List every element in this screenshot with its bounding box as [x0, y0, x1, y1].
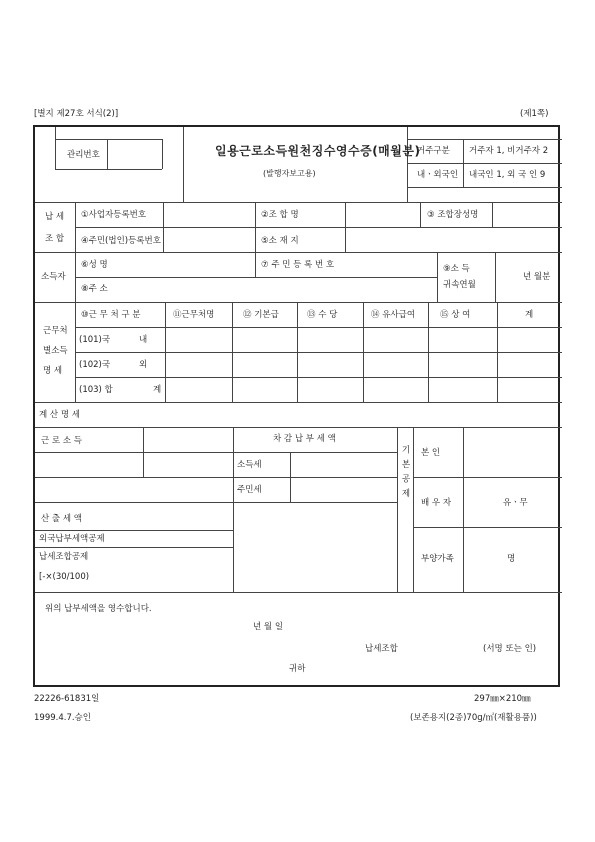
approval-date: 1999.4.7.승인: [34, 713, 91, 723]
grid-line: [55, 127, 56, 169]
business-number-label: ①사업자등록번호: [81, 210, 147, 220]
union-name-label: ②조 합 명: [261, 210, 299, 220]
grid-line: [35, 452, 397, 453]
column-header: ⑮ 상 여: [440, 310, 471, 320]
grid-line: [35, 530, 233, 531]
earned-income-label: 근 로 소 득: [41, 436, 82, 446]
work-group-label: 별소득: [43, 346, 68, 356]
location-label: ⑤소 재 지: [261, 236, 299, 246]
grid-line: [495, 252, 496, 302]
grid-line: [492, 202, 493, 227]
grid-line: [233, 502, 397, 503]
grid-line: [75, 227, 562, 228]
paper-size: 297㎜×210㎜: [474, 694, 531, 704]
form-number: [별지 제27호 서식(2)]: [34, 109, 119, 119]
grid-line: [407, 187, 562, 188]
row-label: 내: [139, 335, 148, 345]
union-credit-formula: [-×(30/100): [39, 572, 90, 582]
taxpayer-group-label: 조 합: [45, 234, 65, 244]
row-label: 외: [139, 360, 148, 370]
grid-line: [407, 163, 562, 164]
column-header: 계: [525, 310, 534, 320]
taxpayer-group-label: 납 세: [45, 212, 65, 222]
grid-line: [35, 502, 233, 503]
grid-line: [297, 302, 298, 402]
receipt-statement: 위의 납부세액을 영수합니다.: [45, 604, 152, 614]
grid-line: [255, 202, 256, 277]
calc-section-title: 계 산 명 세: [39, 410, 80, 420]
recipient-label: 귀하: [289, 664, 306, 674]
nationality-label: 내ㆍ외국인: [417, 170, 459, 180]
grid-line: [413, 477, 562, 478]
grid-line: [55, 139, 162, 140]
page-number: (제1쪽): [520, 109, 549, 119]
grid-line: [35, 202, 562, 203]
earner-address-label: ⑧주 소: [81, 284, 108, 294]
deducted-tax-title: 차 감 납 부 세 액: [273, 434, 336, 444]
form-subtitle: (발행자보고용): [263, 169, 316, 178]
income-period-value: 년 월분: [523, 272, 551, 282]
income-period-label: 귀속연월: [443, 280, 476, 290]
receipt-form: [33, 125, 560, 687]
residency-label: 거주구분: [417, 146, 450, 156]
grid-line: [107, 139, 108, 169]
resident-number-label: ⑦ 주 민 등 록 번 호: [261, 260, 335, 270]
foreign-credit-label: 외국납부세액공제: [39, 534, 105, 544]
income-period-label: ⑨소 득: [443, 264, 470, 274]
grid-line: [75, 327, 562, 328]
row-label: 계: [153, 385, 162, 395]
grid-line: [183, 127, 184, 202]
column-header: ⑪근무처명: [173, 310, 215, 320]
grid-line: [397, 427, 398, 592]
grid-line: [497, 302, 498, 402]
grid-line: [437, 252, 438, 302]
grid-line: [463, 427, 464, 592]
column-header: ⑭ 유사급여: [371, 310, 416, 320]
computed-tax-label: 산 출 세 액: [41, 514, 82, 524]
grid-line: [35, 402, 562, 403]
grid-line: [55, 169, 162, 170]
grid-line: [428, 302, 429, 402]
work-group-label: 근무처: [43, 326, 68, 336]
paper-type: (보존용지(2종)70g/㎡(재활용품)): [410, 713, 537, 723]
receipt-date: 년 월 일: [253, 622, 284, 632]
column-header: ⑩근 무 처 구 분: [81, 310, 141, 320]
union-label: 납세조합: [365, 644, 398, 654]
grid-line: [162, 139, 163, 169]
grid-line: [35, 592, 562, 593]
grid-line: [413, 427, 414, 592]
column-header: ⑬ 수 당: [307, 310, 338, 320]
grid-line: [75, 377, 562, 378]
grid-line: [165, 302, 166, 402]
signature-label: (서명 또는 인): [483, 644, 537, 654]
self-label: 본 인: [421, 448, 441, 458]
grid-line: [35, 252, 562, 253]
grid-line: [75, 352, 562, 353]
grid-line: [407, 139, 562, 140]
grid-line: [75, 277, 437, 278]
income-tax-label: 소득세: [237, 460, 262, 470]
grid-line: [420, 202, 421, 227]
grid-line: [363, 302, 364, 402]
row-code: (101)국: [79, 335, 111, 345]
corporate-number-label: ④주민(법인)등록번호: [81, 236, 161, 246]
form-title: 일용근로소득원천징수영수증(매월분): [215, 144, 421, 158]
grid-line: [413, 527, 562, 528]
resident-tax-label: 주민세: [237, 485, 262, 495]
spouse-label: 배 우 자: [421, 498, 452, 508]
column-header: ⑫ 기본급: [243, 310, 279, 320]
grid-line: [35, 477, 397, 478]
residency-value: 거주자 1, 비거주자 2: [469, 146, 549, 156]
union-chief-label: ③ 조합장성명: [427, 210, 479, 220]
form-code: 22226-61831일: [34, 694, 100, 704]
grid-line: [35, 427, 562, 428]
row-code: (103) 합: [79, 385, 113, 395]
row-code: (102)국: [79, 360, 111, 370]
grid-line: [75, 302, 76, 402]
dependents-label: 부양가족: [421, 554, 454, 564]
nationality-value: 내국인 1, 외 국 인 9: [469, 170, 546, 180]
grid-line: [232, 302, 233, 402]
earner-name-label: ⑥성 명: [81, 260, 108, 270]
grid-line: [35, 547, 233, 548]
work-group-label: 명 세: [43, 366, 63, 376]
grid-line: [35, 302, 562, 303]
dependents-value: 명: [507, 554, 516, 564]
earner-group-label: 소득자: [41, 272, 66, 282]
basic-deduction-label: 기본공제: [400, 445, 410, 503]
union-credit-label: 납세조합공제: [39, 552, 89, 562]
management-number-label: 관리번호: [67, 150, 100, 160]
spouse-value: 유ㆍ무: [503, 498, 528, 508]
